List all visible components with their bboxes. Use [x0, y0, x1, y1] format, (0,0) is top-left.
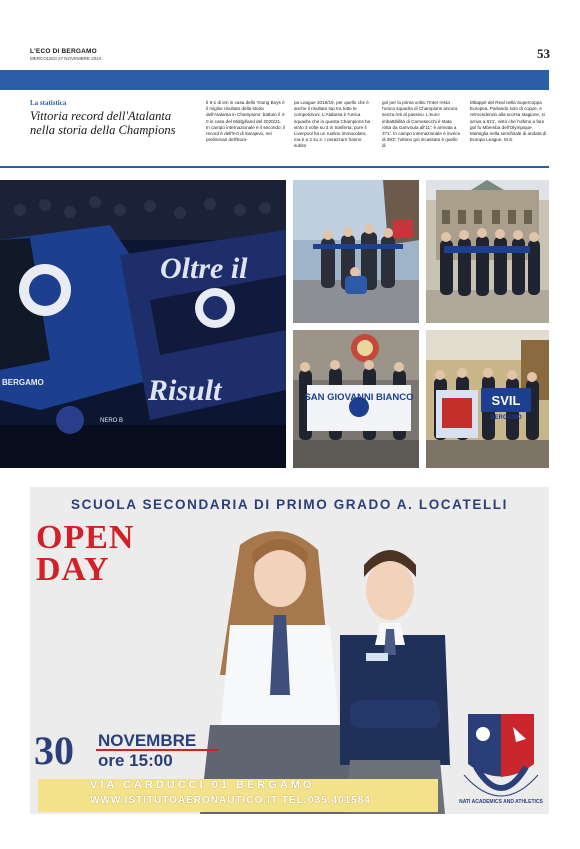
article-column-1: Il 6-1 di ieri in casa dello Young Boys è il miglior risultato della storia dell'Atalanta in Champions: battuto il 4-0 in casa del Midtjylland del 2020/21. In campo internazionale è il secondo: il record è dell'8-0 di Sarajevo, nei preliminari dell'Euro-	[206, 100, 286, 143]
header-color-band	[0, 70, 549, 90]
article-kicker: La statistica	[30, 99, 67, 107]
article-column-3: gol per la prima volta: l'Inter resta l'unica squadra di Champions ancora senza reti al passivo. L'euro-imbattibilità di Carnesecchi è stata rotta da Ganvoula all'11': è arrivata a 371'. In campo internazionale è invece di 393': l'ultimo gol incassato è quello di	[382, 100, 461, 149]
banner-svil-sub: BERGAMO	[490, 415, 522, 421]
page-number: 53	[537, 46, 550, 61]
students-illustration	[190, 505, 450, 814]
ad-address: VIA CARDUCCI 01 BERGAMO	[90, 779, 315, 791]
banner-san-giovanni: SAN GIOVANNI BIANCO	[304, 392, 414, 403]
photo-svil-banner	[426, 330, 549, 468]
newspaper-title: L'ECO DI BERGAMO	[30, 48, 97, 55]
photo-fans-flags	[0, 180, 286, 468]
banner-svil: SVIL	[491, 393, 521, 408]
article	[30, 96, 550, 160]
issue-date: MERCOLEDÌ 27 NOVEMBRE 2024	[30, 56, 102, 61]
photo-san-giovanni-banner	[293, 330, 419, 468]
school-crest-icon	[458, 709, 544, 809]
crest-motto: NATI ACADEMICS AND ATHLETICS	[459, 799, 543, 805]
flag-text-oltre: Oltre il	[160, 252, 248, 285]
ad-day: 30	[34, 728, 74, 773]
ad-website-phone: WWW.ISTITUTOAERONAUTICO.IT TEL:035.401584	[90, 795, 371, 806]
ad-open-day	[36, 519, 135, 588]
article-headline: Vittoria record dell'Atalanta nella storia della Champions	[30, 109, 176, 137]
article-divider	[0, 166, 549, 168]
photo-group-parliament	[426, 180, 549, 323]
flag-text-nero: NERO B	[100, 418, 124, 424]
ad-time: ore 15:00	[98, 751, 173, 770]
article-column-4: Mbappé del Real nella Supercoppa Europea. Parlando solo di coppe, e retrocedendo alla scorsa stagione, si arriva a 621', visto che l'ultimo a fare gol fu Mbemba dell'Olympique Marsiglia nella semifinale di andata di Europa League. M.S.	[470, 100, 547, 143]
ad-open-line1: OPEN	[36, 519, 135, 556]
ad-school-name: SCUOLA SECONDARIA DI PRIMO GRADO A. LOCATELLI	[71, 497, 508, 512]
open-day-ad	[30, 487, 549, 814]
ad-month: NOVEMBRE	[98, 731, 197, 750]
article-column-2: pa League 2018/19, per quello che è anche il risultato top tra tutte le competizioni. L'Atalanta è l'unica squadra che in questa Champions ha vinto 3 volte su 3 in trasferta; pure il Liverpool ha un ruolino immacolato, ma è a 2 su 2. I nerazzurri hanno subito	[294, 100, 371, 149]
flag-text-bergamo: BERGAMO	[2, 378, 44, 387]
photo-group-street	[293, 180, 419, 323]
flag-text-risult: Risult	[148, 374, 222, 407]
article-body	[206, 100, 550, 150]
masthead	[30, 48, 550, 70]
ad-open-line2: DAY	[36, 551, 110, 588]
